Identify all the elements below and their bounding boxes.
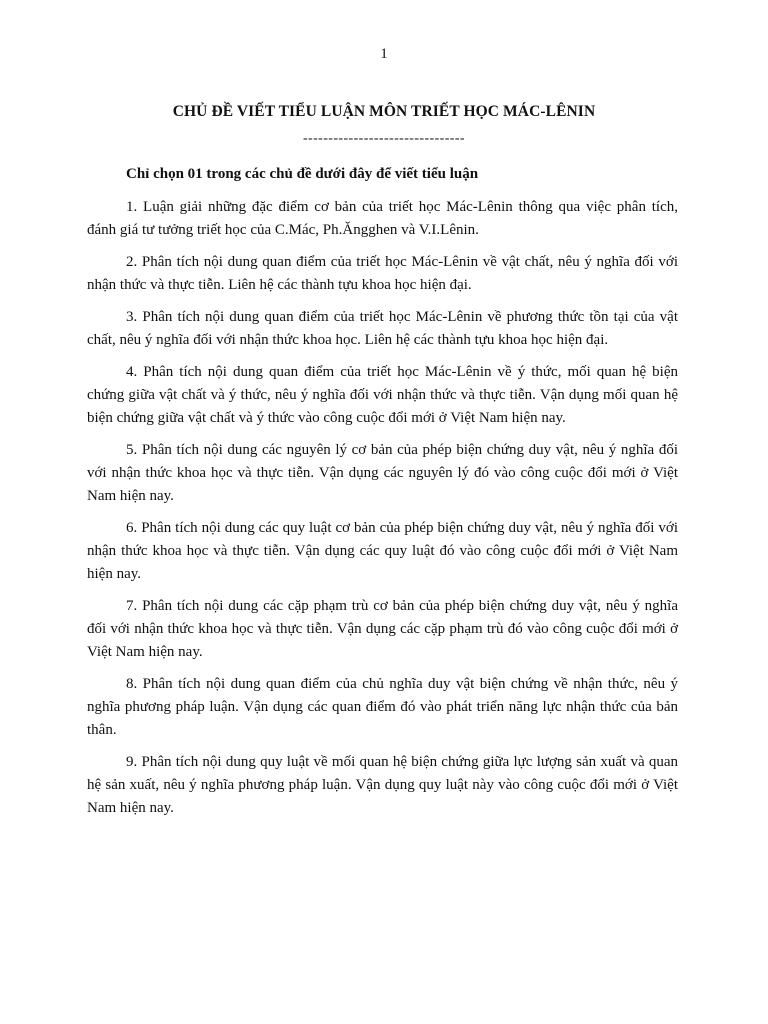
topic-item: 4. Phân tích nội dung quan điểm của triết học Mác-Lênin về ý thức, mối quan hệ biện chứng giữa vật chất và ý thức, nêu ý nghĩa đối với nhận thức và thực tiễn. Vận dụng mối quan hệ biện chứng giữa vật chất và ý thức vào công cuộc đổi mới ở Việt Nam hiện nay. — [87, 364, 678, 426]
topic-list — [87, 196, 678, 829]
topic-item: 7. Phân tích nội dung các cặp phạm trù cơ bản của phép biện chứng duy vật, nêu ý nghĩa đối với nhận thức khoa học và thực tiễn. Vận dụng các cặp phạm trù đó vào công cuộc đổi mới ở Việt Nam hiện nay. — [87, 598, 678, 660]
instruction-text: Chỉ chọn 01 trong các chủ đề dưới đây để viết tiểu luận — [126, 166, 479, 182]
title-divider: -------------------------------- — [303, 131, 465, 146]
page-number: 1 — [380, 46, 388, 62]
topic-item: 6. Phân tích nội dung các quy luật cơ bản của phép biện chứng duy vật, nêu ý nghĩa đối với nhận thức khoa học và thực tiễn. Vận dụng các quy luật đó vào công cuộc đổi mới ở Việt Nam hiện nay. — [87, 520, 678, 582]
topic-item: 9. Phân tích nội dung quy luật về mối quan hệ biện chứng giữa lực lượng sản xuất và quan hệ sản xuất, nêu ý nghĩa phương pháp luận. Vận dụng quy luật này vào công cuộc đổi mới ở Việt Nam hiện nay. — [87, 754, 678, 816]
topic-item: 1. Luận giải những đặc điểm cơ bản của triết học Mác-Lênin thông qua việc phân tích, đánh giá tư tưởng triết học của C.Mác, Ph.Ăngghen và V.I.Lênin. — [87, 199, 678, 238]
document-title: CHỦ ĐỀ VIẾT TIỂU LUẬN MÔN TRIẾT HỌC MÁC-LÊNIN — [172, 103, 596, 120]
topic-item: 3. Phân tích nội dung quan điểm của triết học Mác-Lênin về phương thức tồn tại của vật chất, nêu ý nghĩa đối với nhận thức khoa học. Liên hệ các thành tựu khoa học hiện đại. — [87, 309, 678, 348]
topic-item: 8. Phân tích nội dung quan điểm của chủ nghĩa duy vật biện chứng về nhận thức, nêu ý nghĩa phương pháp luận. Vận dụng các quan điểm đó vào phát triển năng lực nhận thức của bản thân. — [87, 676, 678, 738]
topic-item: 5. Phân tích nội dung các nguyên lý cơ bản của phép biện chứng duy vật, nêu ý nghĩa đối với nhận thức khoa học và thực tiễn. Vận dụng các nguyên lý đó vào công cuộc đổi mới ở Việt Nam hiện nay. — [87, 442, 678, 504]
topic-item: 2. Phân tích nội dung quan điểm của triết học Mác-Lênin về vật chất, nêu ý nghĩa đối với nhận thức và thực tiễn. Liên hệ các thành tựu khoa học hiện đại. — [87, 254, 678, 293]
